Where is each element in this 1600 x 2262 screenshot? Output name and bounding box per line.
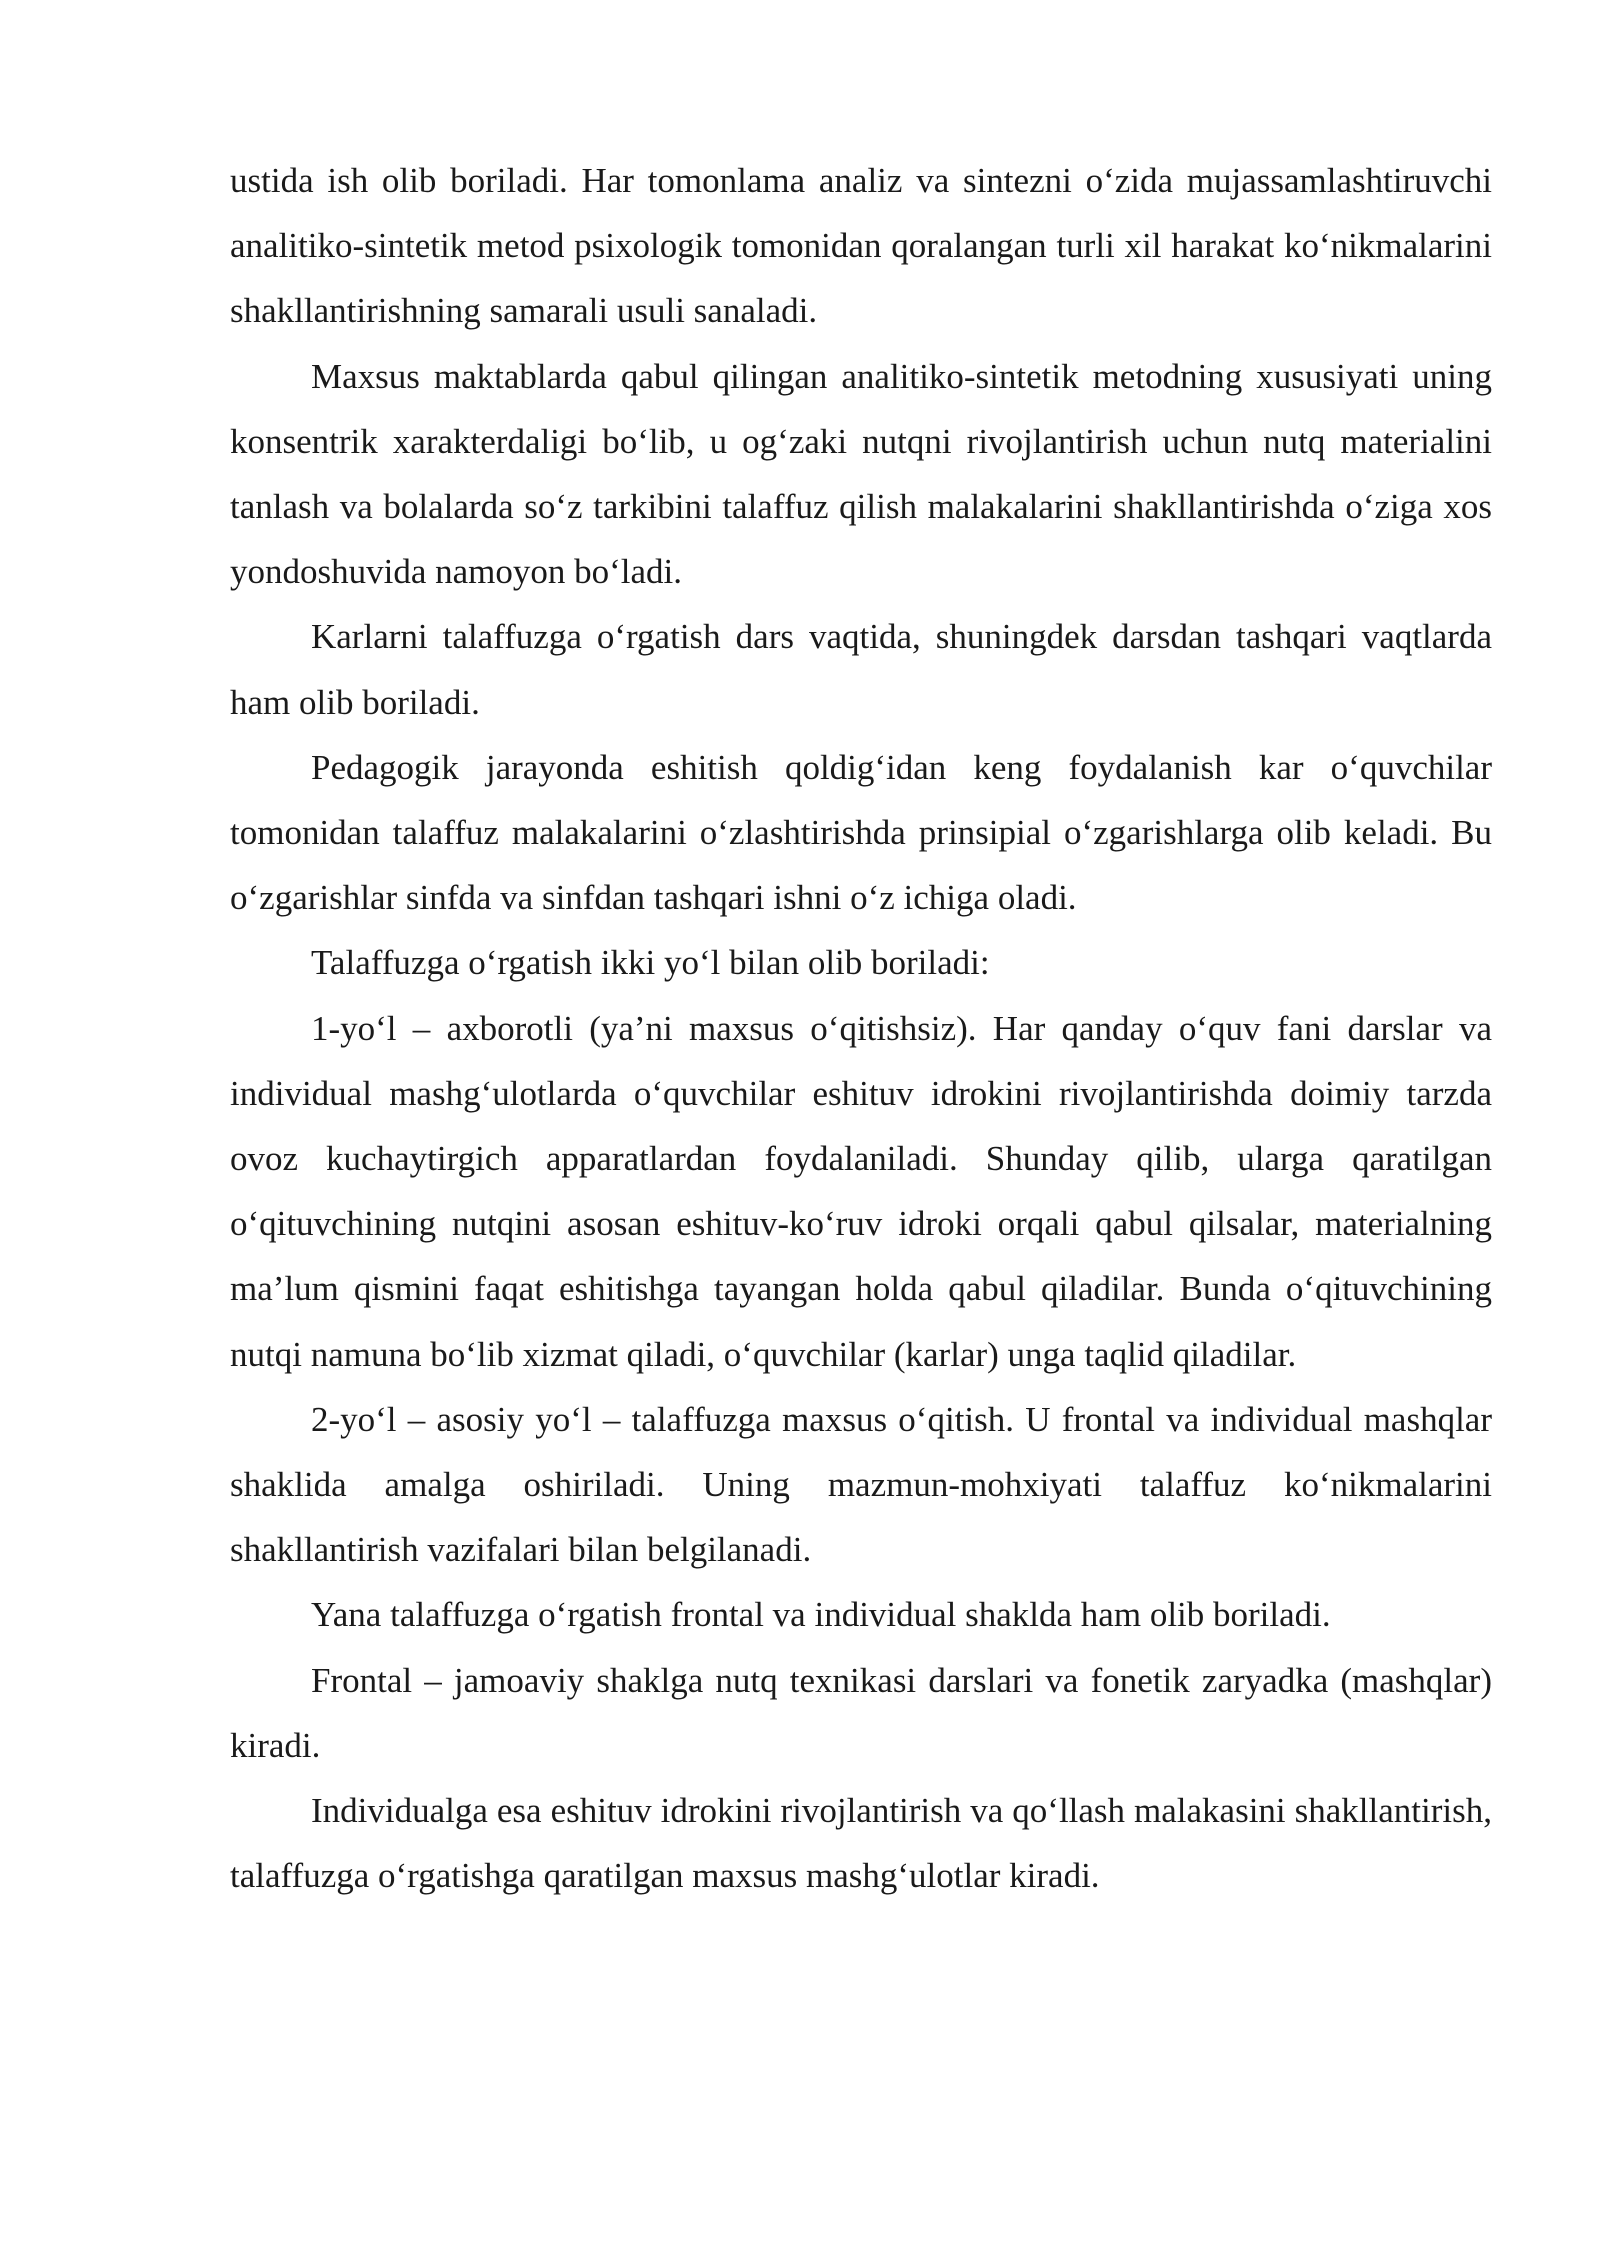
paragraph: Talaffuzga o‘rgatish ikki yo‘l bilan olib boriladi: [311,943,990,983]
document-page [230,148,1492,1908]
paragraph: 2-yo‘l – asosiy yo‘l – talaffuzga maxsus o‘qitish. U frontal va individual mashqlar shaklida amalga oshiriladi. Uning mazmun-mohxiyati talaffuz ko‘nikmalarini shakllantirish vazifalari bilan belgilanadi. [230,1399,1492,1570]
paragraph: 1-yo‘l – axborotli (ya’ni maxsus o‘qitishsiz). Har qanday o‘quv fani darslar va individual mashg‘ulotlarda o‘quvchilar eshituv idrokini rivojlantirishda doimiy tarzda ovoz kuchaytirgich apparatlardan foydalaniladi. Shunday qilib, ularga qaratilgan o‘qituvchining nutqini asosan eshituv-ko‘ruv idroki orqali qabul qilsalar, materialning ma’lum qismini faqat eshitishga tayangan holda qabul qiladilar. Bunda o‘qituvchining nutqi namuna bo‘lib xizmat qiladi, o‘quvchilar (karlar) unga taqlid qiladilar. [230,1008,1492,1374]
paragraph: ustida ish olib boriladi. Har tomonlama analiz va sintezni o‘zida mujassamlashtiruvchi analitiko-sintetik metod psixologik tomonidan qoralangan turli xil harakat ko‘nikmalarini shakllantirishning samarali usuli sanaladi. [230,161,1492,331]
paragraph: Frontal – jamoaviy shaklga nutq texnikasi darslari va fonetik zaryadka (mashqlar) kiradi. [230,1660,1492,1765]
paragraph: Pedagogik jarayonda eshitish qoldig‘idan keng foydalanish kar o‘quvchilar tomonidan talaffuz malakalarini o‘zlashtirishda prinsipial o‘zgarishlarga olib keladi. Bu o‘zgarishlar sinfda va sinfdan tashqari ishni o‘z ichiga oladi. [230,747,1492,918]
paragraph: Individualga esa eshituv idrokini rivojlantirish va qo‘llash malakasini shakllantirish, talaffuzga o‘rgatishga qaratilgan maxsus mashg‘ulotlar kiradi. [230,1791,1492,1896]
paragraph: Yana talaffuzga o‘rgatish frontal va individual shaklda ham olib boriladi. [311,1595,1331,1635]
paragraph: Maxsus maktablarda qabul qilingan analitiko-sintetik metodning xususiyati uning konsentrik xarakterdaligi bo‘lib, u og‘zaki nutqni rivojlantirish uchun nutq materialini tanlash va bolalarda so‘z tarkibini talaffuz qilish malakalarini shakllantirishda o‘ziga xos yondoshuvida namoyon bo‘ladi. [230,356,1492,592]
paragraph: Karlarni talaffuzga o‘rgatish dars vaqtida, shuningdek darsdan tashqari vaqtlarda ham olib boriladi. [230,617,1492,722]
